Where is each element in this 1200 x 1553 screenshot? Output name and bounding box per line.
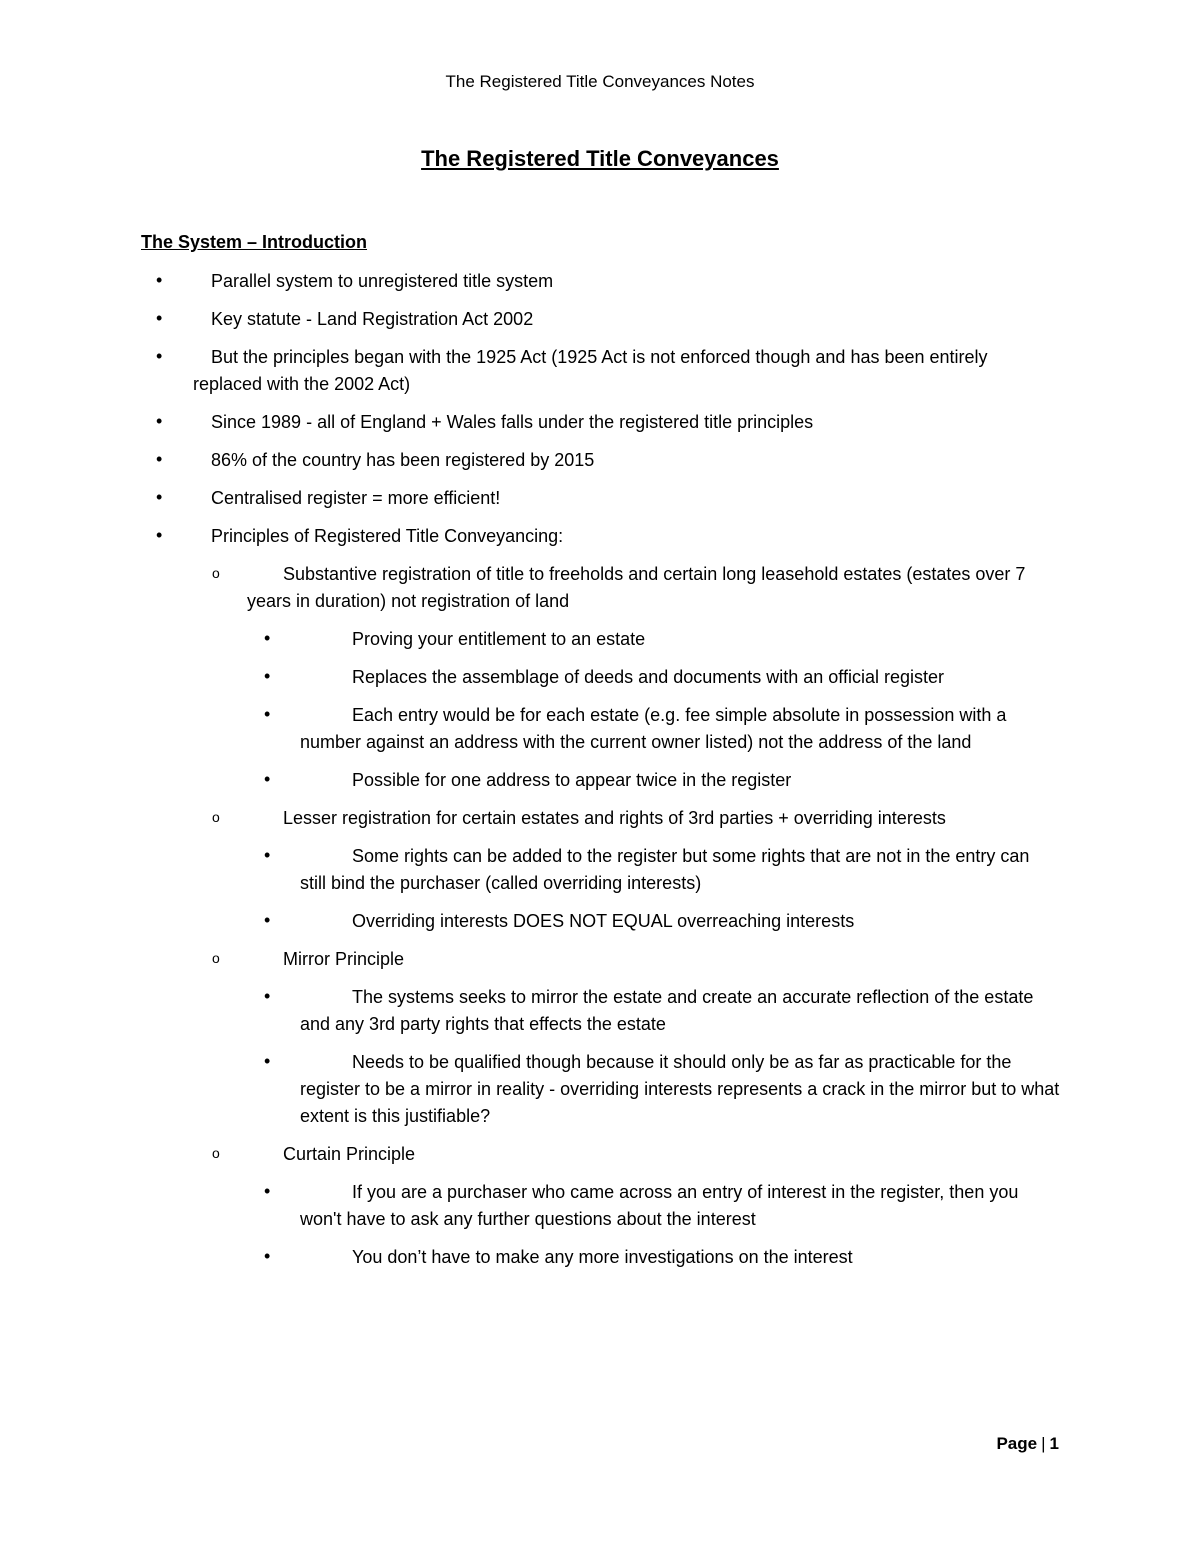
bullet-icon: • bbox=[264, 704, 271, 724]
bullet-icon: • bbox=[264, 1181, 271, 1201]
page-footer bbox=[996, 1434, 1059, 1454]
list-item: • Key statute - Land Registration Act 2002 bbox=[156, 308, 534, 329]
running-header: The Registered Title Conveyances Notes bbox=[445, 72, 755, 91]
circle-bullet-icon: o bbox=[212, 809, 220, 825]
list-item: • But the principles began with the 1925 Act (1925 Act is not enforced though and has been entirely replaced with the 2002 Act) bbox=[156, 346, 988, 394]
sub-sub-list-item: • Replaces the assemblage of deeds and documents with an official register bbox=[264, 666, 945, 687]
list-item: • Centralised register = more efficient! bbox=[156, 487, 501, 508]
bullet-icon: • bbox=[264, 910, 271, 930]
sub-sub-list-item: • You don’t have to make any more investigations on the interest bbox=[264, 1246, 853, 1267]
list-item: • Parallel system to unregistered title system bbox=[156, 270, 554, 291]
sub-sub-list-item: • Possible for one address to appear twice in the register bbox=[264, 769, 792, 790]
sub-sub-list-item: • Needs to be qualified though because it should only be as far as practicable for the register to be a mirror in reality - overriding interests represents a crack in the mirror but to what extent is this justifiable? bbox=[264, 1051, 1060, 1126]
bullet-icon: • bbox=[156, 449, 163, 469]
page-number: 1 bbox=[1049, 1434, 1059, 1453]
bullet-icon: • bbox=[156, 270, 163, 290]
circle-bullet-icon: o bbox=[212, 1145, 220, 1161]
page-label: Page bbox=[996, 1434, 1038, 1453]
bullet-icon: • bbox=[156, 525, 163, 545]
sub-list-item: o Curtain Principle bbox=[0, 1141, 1057, 1168]
bullet-icon: • bbox=[264, 1246, 271, 1266]
sub-sub-list-item: • Proving your entitlement to an estate bbox=[264, 628, 646, 649]
circle-bullet-icon: o bbox=[212, 950, 220, 966]
bullet-icon: • bbox=[156, 346, 163, 366]
circle-bullet-icon: o bbox=[212, 565, 220, 581]
bullet-icon: • bbox=[264, 628, 271, 648]
bullet-icon: • bbox=[264, 1051, 271, 1071]
bullet-icon: • bbox=[156, 487, 163, 507]
page-title: The Registered Title Conveyances bbox=[421, 146, 779, 171]
sub-sub-list-item: • Overriding interests DOES NOT EQUAL overreaching interests bbox=[264, 910, 855, 931]
section-heading: The System – Introduction bbox=[141, 232, 368, 252]
bullet-icon: • bbox=[264, 666, 271, 686]
list-item: • Principles of Registered Title Conveyancing: bbox=[156, 525, 564, 546]
sub-sub-list-item: • The systems seeks to mirror the estate and create an accurate reflection of the estate and any 3rd party rights that effects the estate bbox=[264, 986, 1034, 1034]
sub-list-item: o Mirror Principle bbox=[0, 946, 1057, 973]
sub-list-item: o Lesser registration for certain estates and rights of 3rd parties + overriding interests bbox=[0, 805, 1057, 832]
page-separator: | bbox=[1041, 1434, 1046, 1453]
sub-sub-list-item: • Some rights can be added to the register but some rights that are not in the entry can still bind the purchaser (called overriding interests) bbox=[264, 845, 1030, 893]
bullet-icon: • bbox=[156, 411, 163, 431]
document-body bbox=[0, 268, 1200, 1282]
bullet-icon: • bbox=[264, 769, 271, 789]
bullet-icon: • bbox=[264, 845, 271, 865]
sub-sub-list-item: • If you are a purchaser who came across an entry of interest in the register, then you won't have to ask any further questions about the interest bbox=[264, 1181, 1019, 1229]
sub-sub-list-item: • Each entry would be for each estate (e.g. fee simple absolute in possession with a number against an address with the current owner listed) not the address of the land bbox=[264, 704, 1007, 752]
bullet-icon: • bbox=[156, 308, 163, 328]
list-item: • 86% of the country has been registered by 2015 bbox=[156, 449, 595, 470]
bullet-icon: • bbox=[264, 986, 271, 1006]
sub-list-item: o Substantive registration of title to freeholds and certain long leasehold estates (estates over 7 years in duration) not registration of land bbox=[0, 561, 1057, 615]
list-item: • Since 1989 - all of England + Wales falls under the registered title principles bbox=[156, 411, 814, 432]
